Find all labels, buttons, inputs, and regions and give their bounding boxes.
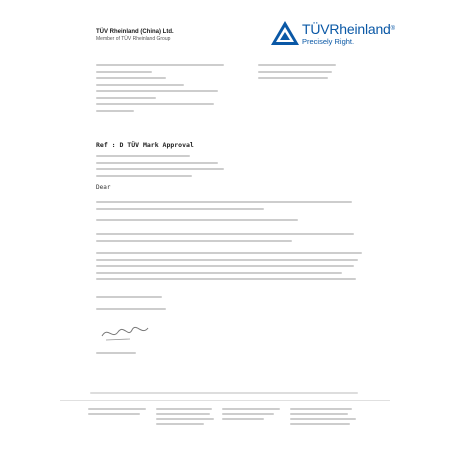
tuv-triangle-icon (270, 20, 300, 46)
body-paragraph-2-placeholder (96, 219, 356, 226)
body-paragraph-1-placeholder (96, 201, 356, 214)
product-details-placeholder (96, 155, 226, 181)
footer-col-4-placeholder (290, 408, 360, 428)
salutation: Dear (96, 184, 111, 191)
tuv-rheinland-logo (270, 20, 400, 50)
footer-col-1-placeholder (88, 408, 148, 418)
reference-line: Ref : D TÜV Mark Approval (96, 141, 194, 149)
company-name: TÜV Rheinland (China) Ltd. (96, 29, 174, 35)
logo-tagline: Precisely Right. (302, 37, 355, 46)
closing-placeholder (96, 296, 196, 303)
registered-mark: ® (390, 26, 395, 32)
footer-col-3-placeholder (222, 408, 282, 423)
addressee-block-placeholder (96, 64, 226, 116)
body-paragraph-3-placeholder (96, 233, 356, 246)
logo-wordmark: TÜVRheinland® (302, 21, 395, 37)
footer-banner-placeholder (90, 392, 360, 398)
signatory-name-placeholder (96, 352, 146, 359)
company-member-line: Member of TÜV Rheinland Group (96, 36, 171, 42)
date-reference-placeholder (258, 64, 338, 84)
footer-divider (60, 400, 390, 401)
sender-company-placeholder (96, 308, 196, 315)
body-paragraph-4-placeholder (96, 252, 366, 285)
footer-col-2-placeholder (156, 408, 216, 428)
letterhead-company (96, 28, 174, 43)
signature-icon (100, 322, 150, 344)
